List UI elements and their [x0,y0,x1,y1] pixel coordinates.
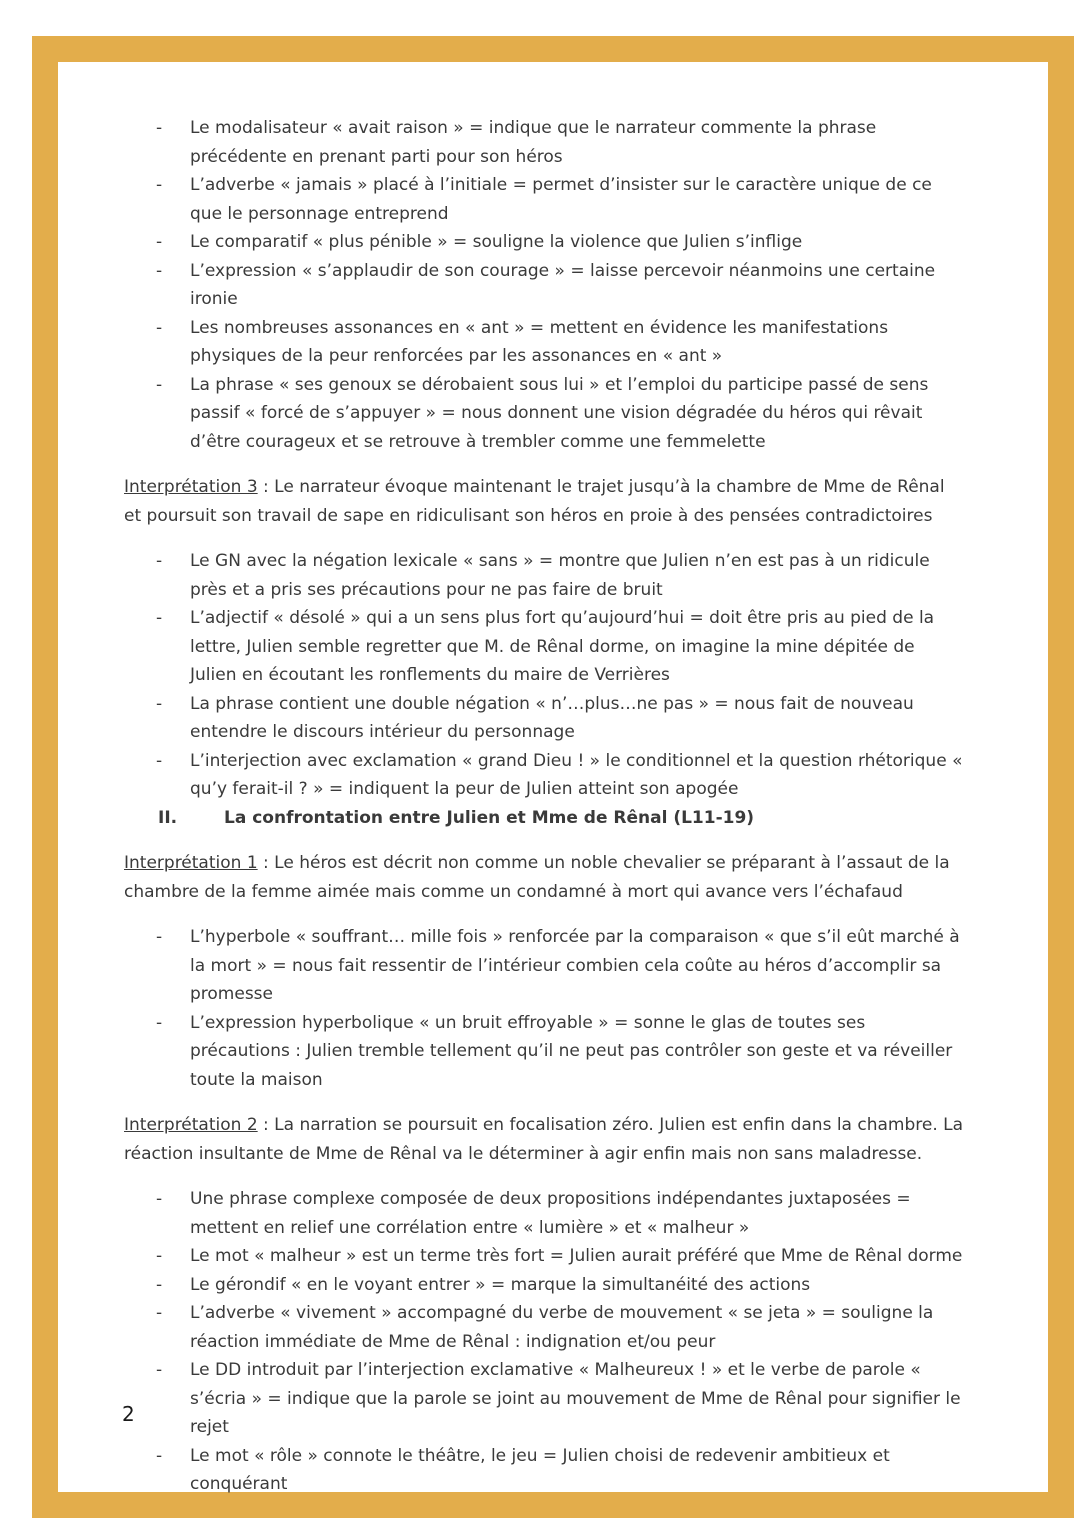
interpretation-2-label: Interprétation 2 [124,1115,258,1135]
interpretation-1-paragraph [124,849,964,906]
document-body [124,114,964,1499]
interpretation-3-text: : Le narrateur évoque maintenant le trajet jusqu’à la chambre de Mme de Rênal et poursuit son travail de sape en ridiculisant son héros en proie à des pensées contradictoires [124,477,945,526]
list-item: - Les nombreuses assonances en « ant » = mettent en évidence les manifestations physiques de la peur renforcées par les assonances en « ant » [190,314,964,371]
interpretation-1-label: Interprétation 1 [124,853,258,873]
list-item: - L’adverbe « jamais » placé à l’initiale = permet d’insister sur le caractère unique de ce que le personnage entreprend [190,171,964,228]
bullet-list-3 [124,923,964,1094]
bullet-list-2 [124,547,964,804]
interpretation-3-label: Interprétation 3 [124,477,258,497]
page-number: 2 [122,1402,135,1426]
list-item: - L’adverbe « vivement » accompagné du verbe de mouvement « se jeta » = souligne la réaction immédiate de Mme de Rênal : indignation et/ou peur [190,1299,964,1356]
list-item: - Une phrase complexe composée de deux propositions indépendantes juxtaposées = mettent en relief une corrélation entre « lumière » et « malheur » [190,1185,964,1242]
interpretation-2-text: : La narration se poursuit en focalisation zéro. Julien est enfin dans la chambre. La réaction insultante de Mme de Rênal va le déterminer à agir enfin mais non sans maladresse. [124,1115,964,1164]
section-number: II. [158,807,178,828]
list-item: - L’adjectif « désolé » qui a un sens plus fort qu’aujourd’hui = doit être pris au pied de la lettre, Julien semble regretter que M. de Rênal dorme, on imagine la mine dépitée de Julien en écoutant les ronflements du maire de Verrières [190,604,964,690]
list-item: - Le comparatif « plus pénible » = souligne la violence que Julien s’inflige [190,228,964,257]
list-item: - Le GN avec la négation lexicale « sans » = montre que Julien n’en est pas à un ridicule près et a pris ses précautions pour ne pas faire de bruit [190,547,964,604]
interpretation-2-paragraph [124,1111,964,1168]
list-item: - Le DD introduit par l’interjection exclamative « Malheureux ! » et le verbe de parole « s’écria » = indique que la parole se joint au mouvement de Mme de Rênal pour signifier le rejet [190,1356,964,1442]
bullet-list-1 [124,114,964,456]
list-item: - La phrase contient une double négation « n’…plus…ne pas » = nous fait de nouveau entendre le discours intérieur du personnage [190,690,964,747]
section-heading [124,804,964,833]
list-item: - L’expression « s’applaudir de son courage » = laisse percevoir néanmoins une certaine ironie [190,257,964,314]
list-item: - L’interjection avec exclamation « grand Dieu ! » le conditionnel et la question rhétorique « qu’y ferait-il ? » = indiquent la peur de Julien atteint son apogée [190,747,964,804]
list-item: - La phrase « ses genoux se dérobaient sous lui » et l’emploi du participe passé de sens passif « forcé de s’appuyer » = nous donnent une vision dégradée du héros qui rêvait d’être courageux et se retrouve à trembler comme une femmelette [190,371,964,457]
interpretation-1-text: : Le héros est décrit non comme un noble chevalier se préparant à l’assaut de la chambre de la femme aimée mais comme un condamné à mort qui avance vers l’échafaud [124,853,950,902]
list-item: - L’expression hyperbolique « un bruit effroyable » = sonne le glas de toutes ses précautions : Julien tremble tellement qu’il ne peut pas contrôler son geste et va réveiller toute la maison [190,1009,964,1095]
list-item: - Le modalisateur « avait raison » = indique que le narrateur commente la phrase précédente en prenant parti pour son héros [190,114,964,171]
interpretation-3-paragraph [124,473,964,530]
bullet-list-4 [124,1185,964,1499]
list-item: - Le mot « malheur » est un terme très fort = Julien aurait préféré que Mme de Rênal dorme [190,1242,964,1271]
list-item: - Le mot « rôle » connote le théâtre, le jeu = Julien choisi de redevenir ambitieux et conquérant [190,1442,964,1499]
list-item: - L’hyperbole « souffrant… mille fois » renforcée par la comparaison « que s’il eût marché à la mort » = nous fait ressentir de l’intérieur combien cela coûte au héros d’accomplir sa promesse [190,923,964,1009]
list-item: - Le gérondif « en le voyant entrer » = marque la simultanéité des actions [190,1271,964,1300]
section-title: La confrontation entre Julien et Mme de Rênal (L11-19) [224,807,755,828]
